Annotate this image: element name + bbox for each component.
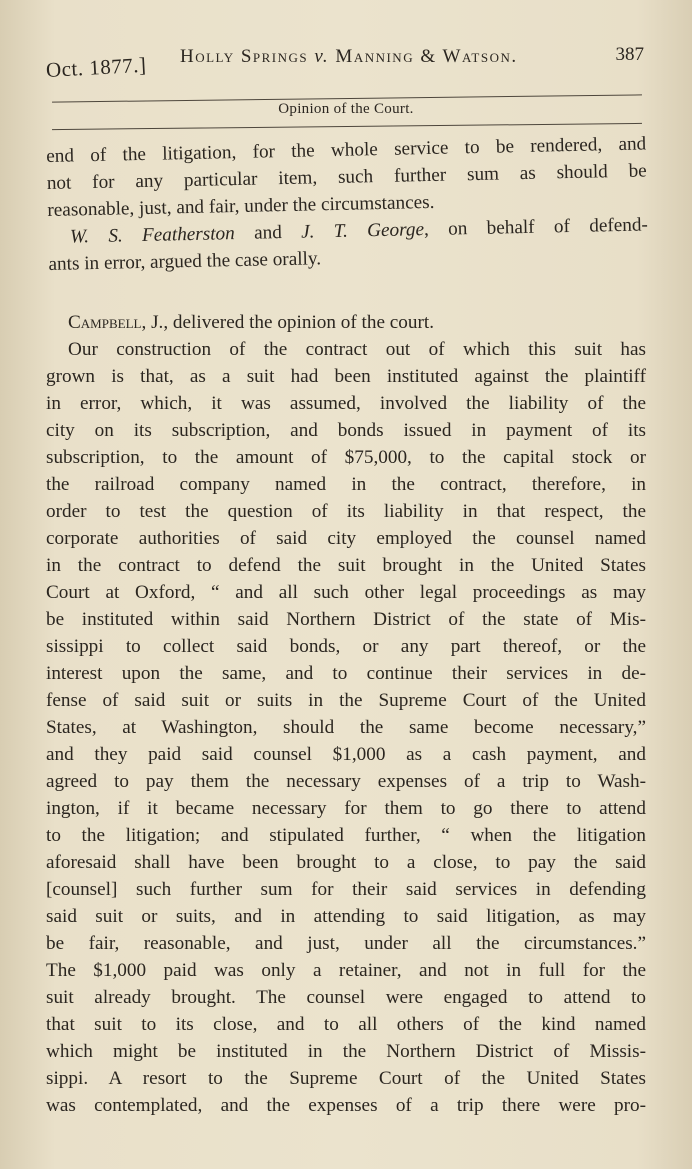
running-head-title — [180, 46, 518, 68]
text-line: interest upon the same, and to continue their services in de- — [46, 663, 646, 684]
text-line: the railroad company named in the contract, therefore, in — [46, 474, 646, 495]
text-line: Court at Oxford, “ and all such other legal proceedings as may — [46, 582, 646, 603]
case-name-part1: Holly Springs — [180, 46, 309, 67]
justice-name: Campbell, J. — [68, 312, 164, 333]
text-line: The $1,000 paid was only a retainer, and not in full for the — [46, 960, 646, 981]
text-line: not for any particular item, such further sum as should be — [46, 160, 647, 194]
counsel-name-2: J. T. George — [300, 219, 425, 243]
text-line: order to test the question of its liability in that respect, the — [46, 501, 646, 522]
counsel-rest: , on behalf of defend- — [423, 214, 649, 241]
text-line: that suit to its close, and to all others of the kind named — [46, 1014, 646, 1035]
text-line: which might be instituted in the Northern District of Missis- — [46, 1041, 646, 1062]
header-rule-bottom — [52, 123, 642, 130]
text-line: in the contract to defend the suit brought in the United States — [46, 555, 646, 576]
opinion-text — [46, 309, 646, 1119]
preliminary-paragraph — [46, 130, 649, 278]
counsel-name-1: W. S. Featherston — [69, 223, 235, 248]
text-line: be fair, reasonable, and just, under all the circumstances.” — [46, 933, 646, 954]
text-line: sippi. A resort to the Supreme Court of the United States — [46, 1068, 646, 1089]
text-line: States, at Washington, should the same become necessary,” — [46, 717, 646, 738]
text-line: was contemplated, and the expenses of a trip there were pro- — [46, 1095, 646, 1116]
text-line: end of the litigation, for the whole service to be rendered, and — [46, 133, 647, 167]
text-line: city on its subscription, and bonds issued in payment of its — [46, 420, 646, 441]
section-subhead: Opinion of the Court. — [278, 101, 414, 117]
text-line: sissippi to collect said bonds, or any part thereof, or the — [46, 636, 646, 657]
text-line: aforesaid shall have been brought to a close, to pay the said — [46, 852, 646, 873]
text-line: and they paid said counsel $1,000 as a cash payment, and — [46, 744, 646, 765]
text-line: reasonable, just, and fair, under the circumstances. — [47, 191, 435, 221]
page-number: 387 — [615, 44, 644, 65]
running-head — [44, 40, 644, 80]
case-name-versus: v. — [314, 46, 330, 67]
text-line: in error, which, it was assumed, involved the liability of the — [46, 393, 646, 414]
running-head-date: Oct. 1877.] — [45, 52, 148, 82]
text-line: to the litigation; and stipulated further, “ when the litigation — [46, 825, 646, 846]
opener-rest: , delivered the opinion of the court. — [163, 312, 435, 333]
text-line: be instituted within said Northern District of the state of Mis- — [46, 609, 646, 630]
text-line: grown is that, as a suit had been instituted against the plaintiff — [46, 366, 646, 387]
text-line: [counsel] such further sum for their said services in defending — [46, 879, 646, 900]
text-line: ants in error, argued the case orally. — [48, 248, 322, 275]
text-line: said suit or suits, and in attending to said litigation, as may — [46, 906, 646, 927]
text-line: suit already brought. The counsel were engaged to attend to — [46, 987, 646, 1008]
counsel-and: and — [234, 221, 302, 245]
text-line: fense of said suit or suits in the Supreme Court of the United — [46, 690, 646, 711]
text-line: subscription, to the amount of $75,000, to the capital stock or — [46, 447, 646, 468]
text-line: ington, if it became necessary for them to go there to attend — [46, 798, 646, 819]
opinion-opener — [46, 309, 646, 336]
text-line: agreed to pay them the necessary expenses of a trip to Wash- — [46, 771, 646, 792]
text-line: corporate authorities of said city employed the counsel named — [46, 528, 646, 549]
text-line: Our construction of the contract out of which this suit has — [68, 339, 646, 360]
case-name-part2: Manning & Watson. — [335, 46, 518, 67]
